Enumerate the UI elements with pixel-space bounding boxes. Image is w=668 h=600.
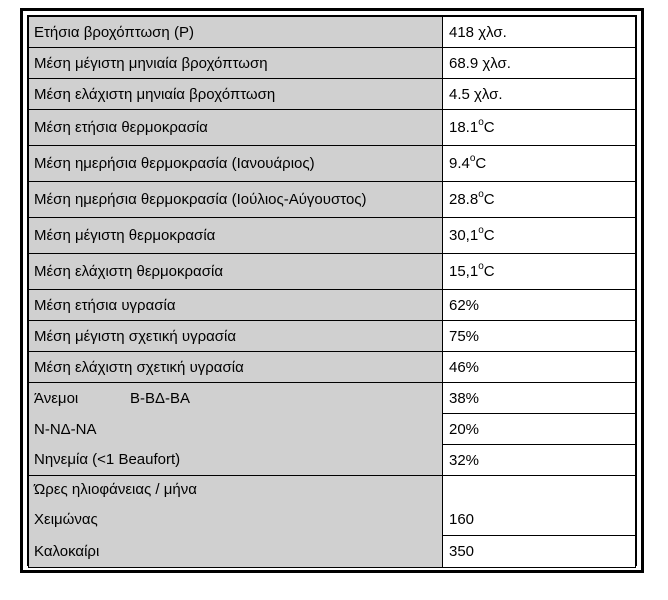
table-row: [29, 290, 636, 321]
sunshine-title: Ώρες ηλιοφάνειας / μήνα: [29, 476, 443, 504]
row-label: Μέση ελάχιστη θερμοκρασία: [29, 254, 443, 290]
row-value: 418 χλσ.: [443, 17, 636, 48]
wind-row-label: [29, 383, 443, 414]
table-row: [29, 476, 636, 504]
row-value: 46%: [443, 352, 636, 383]
table-row: [29, 146, 636, 182]
unit-label: C: [483, 191, 495, 208]
table-row: [29, 536, 636, 568]
table-row: [29, 218, 636, 254]
row-label: Μέση ημερήσια θερμοκρασία (Ιούλιος-Αύγουστος): [29, 182, 443, 218]
value-number: 30,1: [449, 227, 479, 244]
row-value: 38%: [443, 383, 636, 414]
row-label: Ετήσια βροχόπτωση (Ρ): [29, 17, 443, 48]
degree-symbol: o: [478, 117, 484, 128]
row-label: Μέση ελάχιστη μηνιαία βροχόπτωση: [29, 79, 443, 110]
row-label: Μέση μέγιστη μηνιαία βροχόπτωση: [29, 48, 443, 79]
degree-symbol: o: [478, 225, 484, 236]
value-number: 28.8: [449, 191, 479, 208]
wind-direction-label: Β-ΒΔ-ΒΑ: [130, 389, 191, 407]
degree-symbol: o: [478, 261, 484, 272]
table-outer-frame: [20, 8, 644, 573]
winds-title: Άνεμοι: [34, 389, 79, 407]
row-value: [443, 146, 636, 182]
row-label: Μέση μέγιστη θερμοκρασία: [29, 218, 443, 254]
row-value: [443, 182, 636, 218]
table-row: [29, 383, 636, 414]
row-value: 350: [443, 536, 636, 568]
season-label: Χειμώνας: [29, 504, 443, 536]
table-row: [29, 504, 636, 536]
row-value: 4.5 χλσ.: [443, 79, 636, 110]
row-value: 75%: [443, 321, 636, 352]
unit-label: C: [475, 155, 487, 172]
climate-table: [28, 16, 636, 568]
unit-label: C: [483, 263, 495, 280]
table-row: [29, 110, 636, 146]
value-number: 9.4: [449, 155, 470, 172]
row-label: Μέση ημερήσια θερμοκρασία (Ιανουάριος): [29, 146, 443, 182]
row-value: [443, 218, 636, 254]
row-value: [443, 110, 636, 146]
row-label: Μέση ετήσια θερμοκρασία: [29, 110, 443, 146]
row-label: Μέση μέγιστη σχετική υγρασία: [29, 321, 443, 352]
season-label: Καλοκαίρι: [29, 536, 443, 568]
row-value: 68.9 χλσ.: [443, 48, 636, 79]
unit-label: C: [483, 119, 495, 136]
degree-symbol: o: [469, 153, 476, 164]
row-value: [443, 254, 636, 290]
table-row: [29, 445, 636, 476]
table-row: [29, 321, 636, 352]
row-label: Μέση ελάχιστη σχετική υγρασία: [29, 352, 443, 383]
wind-direction-label: Ν-ΝΔ-ΝΑ: [29, 414, 443, 445]
degree-symbol: o: [478, 189, 484, 200]
table-row: [29, 182, 636, 218]
table-row: [29, 48, 636, 79]
table-row: [29, 79, 636, 110]
row-label: Μέση ετήσια υγρασία: [29, 290, 443, 321]
row-value: 32%: [443, 445, 636, 476]
table-row: [29, 352, 636, 383]
table-row: [29, 17, 636, 48]
table-inner-frame: [27, 15, 637, 566]
table-row: [29, 414, 636, 445]
row-value: 62%: [443, 290, 636, 321]
empty-cell: [443, 476, 636, 504]
value-number: 18.1: [449, 119, 479, 136]
table-row: [29, 254, 636, 290]
value-number: 15,1: [449, 263, 479, 280]
unit-label: C: [483, 227, 495, 244]
wind-direction-label: Νηνεμία (<1 Beaufort): [29, 445, 443, 476]
row-value: 160: [443, 504, 636, 536]
row-value: 20%: [443, 414, 636, 445]
